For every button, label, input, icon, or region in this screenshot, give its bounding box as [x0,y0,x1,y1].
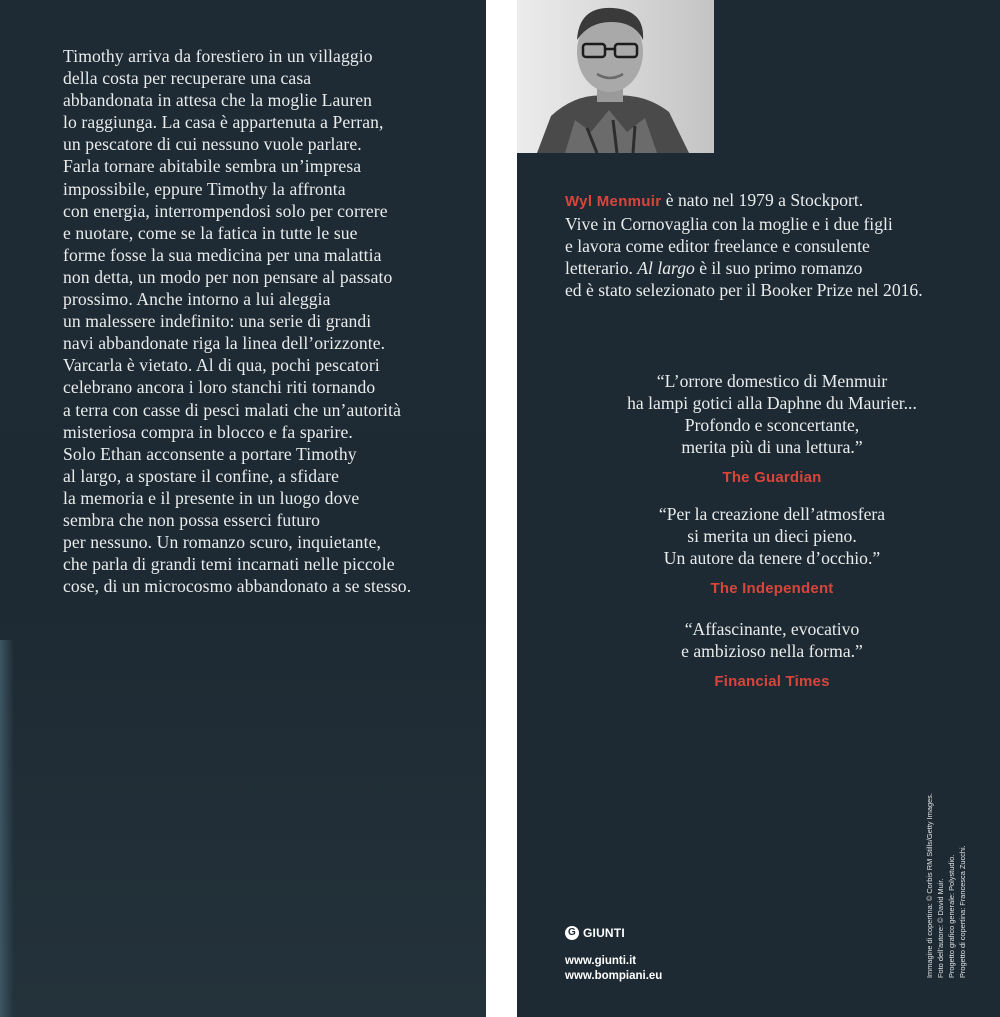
blurb-line: non detta, un modo per non pensare al passato [63,266,393,287]
review-quote [577,370,967,489]
blurb-line: a terra con casse di pesci malati che un’autorità [63,399,402,420]
blurb-line: che parla di grandi temi incarnati nelle piccole [63,554,395,575]
quote-source: The Independent [710,580,834,598]
blurb-line: prossimo. Anche intorno a lui aleggia [63,289,331,310]
blurb-line: lo raggiunga. La casa è appartenuta a Perran, [63,112,384,133]
quote-line: Profondo e sconcertante, [684,415,860,436]
publisher-url[interactable]: www.giunti.it [565,955,637,967]
quote-line: Un autore da tenere d’occhio.” [663,548,881,569]
author-portrait-photo [517,0,714,153]
bio-text: è il suo primo romanzo [694,258,863,279]
blurb-line: Varcarla è vietato. Al di qua, pochi pescatori [63,355,380,376]
author-name: Wyl Menmuir [565,193,662,210]
blurb-line: cose, di un microcosmo abbandonato a se stesso. [63,576,412,597]
image-credits [924,778,968,978]
bio-line: Vive in Cornovaglia con la moglie e i due figli [565,214,893,235]
bio-text: letterario. [565,258,638,279]
publisher-block [565,926,662,984]
bio-line: ed è stato selezionato per il Booker Prize nel 2016. [565,280,923,301]
blurb-line: un malessere indefinito: una serie di grandi [63,311,372,332]
giunti-logo [565,926,662,940]
blurb-line: al largo, a spostare il confine, a sfidare [63,465,339,486]
review-quote [577,503,967,600]
blurb-line: forme fosse la sua medicina per una malattia [63,244,382,265]
blurb-line: navi abbandonate riga la linea dell’orizzonte. [63,333,386,354]
quote-line: si merita un dieci pieno. [687,526,857,547]
author-bio [565,189,985,301]
panel-edge-shading [0,640,14,1017]
credit-line: Progetto di copertina: Francesca Zucchi. [958,845,967,978]
bio-text: è nato nel 1979 a Stockport. [661,190,864,210]
blurb-line: e nuotare, come se la fatica in tutte le sue [63,222,358,243]
blurb-line: impossibile, eppure Timothy la affronta [63,178,346,199]
blurb-line: della costa per recuperare una casa [63,68,312,89]
quote-line: “Per la creazione dell’atmosfera [658,504,886,524]
bio-line: e lavora come editor freelance e consulente [565,236,870,257]
blurb-line: celebrano ancora i loro stanchi riti tornando [63,377,376,398]
book-blurb [63,45,463,597]
quote-source: The Guardian [722,469,822,487]
blurb-line: la memoria e il presente in un luogo dove [63,487,360,508]
blurb-line: Farla tornare abitabile sembra un’impresa [63,156,362,177]
blurb-line: un pescatore di cui nessuno vuole parlare. [63,134,362,155]
bio-line [565,189,985,213]
quote-source: Financial Times [714,673,830,691]
blurb-line: sembra che non possa esserci futuro [63,509,321,530]
book-title: Al largo [637,258,695,279]
quote-line: e ambizioso nella forma.” [681,641,863,662]
bio-line [565,257,985,279]
credit-line: Progetto grafico generale: Polystudio. [947,854,956,978]
credit-line: Immagine di copertina: © Corbis RM Stills/Getty Images. [925,793,934,978]
back-flap-panel [0,0,486,1017]
credit-line: Foto dell’autore: © David Muir. [936,878,945,978]
giunti-logo-icon: G [565,926,579,940]
quote-line: merita più di una lettura.” [681,437,863,458]
front-flap-panel [517,0,1000,1017]
blurb-line: per nessuno. Un romanzo scuro, inquietante, [63,532,381,553]
blurb-line: Solo Ethan acconsente a portare Timothy [63,443,357,464]
review-quote [577,618,967,693]
blurb-line: Timothy arriva da forestiero in un villaggio [63,46,373,66]
logo-text: GIUNTI [583,926,625,940]
quote-line: “L’orrore domestico di Menmuir [656,371,888,391]
quote-line: “Affascinante, evocativo [684,619,860,639]
author-portrait-illustration [517,0,714,153]
quote-line: ha lampi gotici alla Daphne du Maurier... [627,393,917,414]
publisher-url[interactable]: www.bompiani.eu [565,970,663,982]
blurb-line: misteriosa compra in blocco e fa sparire. [63,421,353,442]
blurb-line: con energia, interrompendosi solo per correre [63,200,388,221]
blurb-line: abbandonata in attesa che la moglie Lauren [63,90,373,111]
